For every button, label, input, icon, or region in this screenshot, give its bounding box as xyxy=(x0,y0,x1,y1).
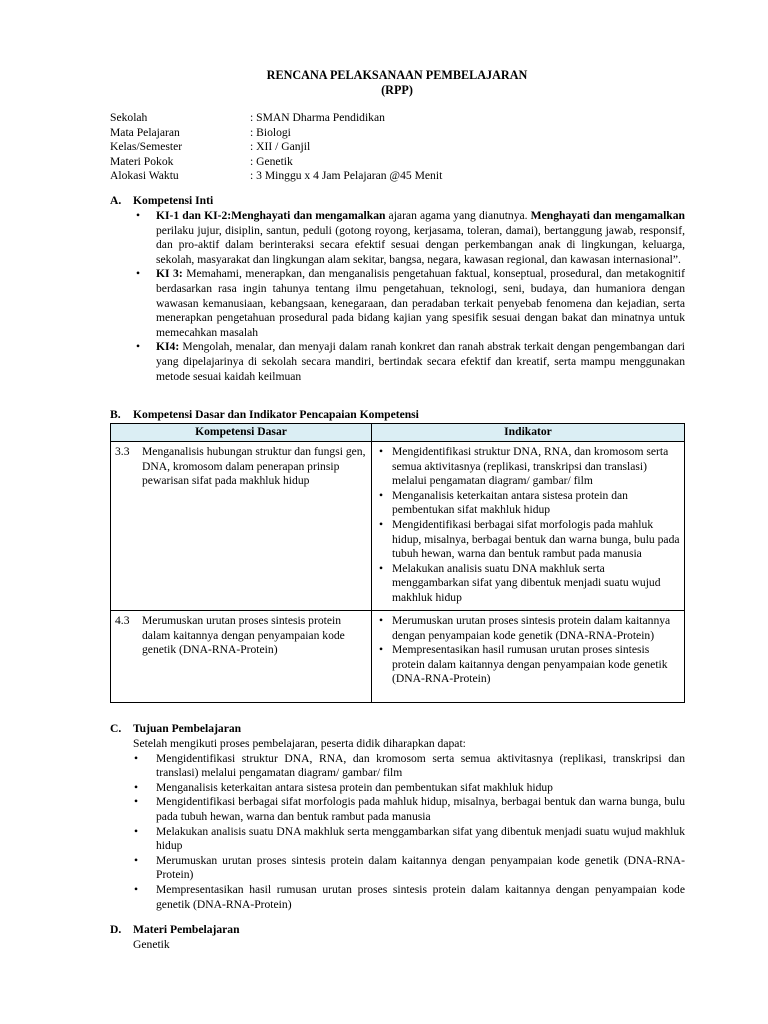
meta-label: Materi Pokok xyxy=(110,154,174,168)
meta-row-sekolah xyxy=(110,111,684,126)
item-bold: Menghayati dan mengamalkan xyxy=(530,209,685,222)
section-letter: D. xyxy=(110,923,122,936)
section-a-heading xyxy=(110,194,213,209)
section-title: Tujuan Pembelajaran xyxy=(133,722,242,735)
kd-cell xyxy=(111,611,372,703)
section-c-heading xyxy=(110,722,241,737)
meta-label: Kelas/Semester xyxy=(110,140,183,154)
section-title: Materi Pembelajaran xyxy=(133,923,240,936)
meta-value: : SMAN Dharma Pendidikan xyxy=(250,111,385,124)
kompetensi-inti-list xyxy=(133,209,685,384)
kd-cell xyxy=(111,442,372,611)
indicator-item: • Mempresentasikan hasil rumusan urutan proses sintesis protein dalam kaitannya dengan penyampaian kode genetik (DNA-RNA-Protein) xyxy=(376,643,680,687)
indicator-item: • Melakukan analisis suatu DNA makhluk serta menggambarkan sifat yang dibentuk menjadi suatu wujud makhluk hidup xyxy=(376,562,680,606)
list-item: • Melakukan analisis suatu DNA makhluk serta menggambarkan sifat yang dibentuk menjadi suatu wujud makhluk hidup xyxy=(133,825,685,854)
section-content: Genetik xyxy=(133,938,170,951)
section-letter: C. xyxy=(110,722,122,735)
column-header-kd: Kompetensi Dasar xyxy=(111,424,372,442)
indicator-item: • Menganalisis keterkaitan antara sistesa protein dan pembentukan sifat makhluk hidup xyxy=(376,489,680,518)
competency-table xyxy=(110,423,685,703)
meta-label: Alokasi Waktu xyxy=(110,169,179,183)
indicator-item: • Mengidentifikasi berbagai sifat morfologis pada mahluk hidup, misalnya, berbagai bentuk dan warna bunga, bulu pada tubuh hewan, warna dan bentuk rambut pada manusia xyxy=(376,518,680,562)
item-text: Mengolah, menalar, dan menyaji dalam ranah konkret dan ranah abstrak terkait dengan pengembangan dari yang dipelajarinya di sekolah secara mandiri, bertindak secara efektif dan kreatif, serta mampu menggunakan metode sesuai kaidah keilmuan xyxy=(156,340,685,383)
list-item xyxy=(133,209,685,267)
item-text: perilaku jujur, disiplin, santun, peduli (gotong royong, kerjasama, toleran, damai), bertanggung jawab, responsif, dan pro-aktif dalam berinteraksi secara efektif sesuai dengan perkembangan anak di lingkungan, keluarga, sekolah, masyarakat dan lingkungan alam sekitar, bangsa, negara, kawasan regional, dan kawasan internasional”. xyxy=(156,223,685,266)
section-b-heading xyxy=(110,408,419,423)
materi-pembelajaran xyxy=(133,938,685,953)
kd-number: 3.3 xyxy=(115,445,130,458)
list-item: • Merumuskan urutan proses sintesis protein dalam kaitannya dengan penyampaian kode genetik (DNA-RNA-Protein) xyxy=(133,854,685,883)
meta-row-mata-pelajaran xyxy=(110,126,684,141)
meta-label: Sekolah xyxy=(110,111,148,124)
list-item: • Mengidentifikasi berbagai sifat morfologis pada mahluk hidup, misalnya, berbagai bentuk dan warna bunga, bulu pada tubuh hewan, warna dan bentuk rambut pada manusia xyxy=(133,795,685,824)
kd-text: Merumuskan urutan proses sintesis protein dalam kaitannya dengan penyampaian kode genetik (DNA-RNA-Protein) xyxy=(142,614,345,657)
item-lead: KI 3: xyxy=(156,267,183,281)
identity-block xyxy=(110,111,684,184)
list-item: • Menganalisis keterkaitan antara sistesa protein dan pembentukan sifat makhluk hidup xyxy=(133,781,685,796)
tujuan-pembelajaran xyxy=(133,737,685,912)
meta-row-materi-pokok xyxy=(110,155,684,170)
indicator-item: • Merumuskan urutan proses sintesis protein dalam kaitannya dengan penyampaian kode genetik (DNA-RNA-Protein) xyxy=(376,614,680,643)
indicator-cell xyxy=(372,611,685,703)
kd-text: Menganalisis hubungan struktur dan fungsi gen, DNA, kromosom dalam penerapan prinsip pewarisan sifat pada makhluk hidup xyxy=(142,445,366,488)
meta-value: : Genetik xyxy=(250,154,293,168)
list-item: • Mempresentasikan hasil rumusan urutan proses sintesis protein dalam kaitannya dengan penyampaian kode genetik (DNA-RNA-Protein) xyxy=(133,883,685,912)
meta-value: : 3 Minggu x 4 Jam Pelajaran @45 Menit xyxy=(250,169,443,183)
item-lead: KI4: xyxy=(156,340,180,354)
meta-row-kelas-semester xyxy=(110,140,684,155)
list-item xyxy=(133,340,685,384)
list-item: • Mengidentifikasi struktur DNA, RNA, dan kromosom serta semua aktivitasnya (replikasi, transkripsi dan translasi) melalui pengamatan diagram/ gambar/ film xyxy=(133,752,685,781)
meta-row-alokasi-waktu xyxy=(110,169,684,184)
section-letter: A. xyxy=(110,194,122,207)
meta-value: : XII / Ganjil xyxy=(250,140,311,154)
item-text: ajaran agama yang dianutnya. xyxy=(385,209,531,222)
title-line-1: RENCANA PELAKSANAAN PEMBELAJARAN xyxy=(266,68,528,82)
title-line-2: (RPP) xyxy=(381,83,413,97)
document-title xyxy=(110,68,684,98)
meta-value: : Biologi xyxy=(250,125,291,139)
table-header-row xyxy=(111,424,685,442)
indicator-item: • Mengidentifikasi struktur DNA, RNA, dan kromosom serta semua aktivitasnya (replikasi, transkripsi dan translasi) melalui pengamatan diagram/ gambar/ film xyxy=(376,445,680,489)
meta-label: Mata Pelajaran xyxy=(110,125,180,139)
section-intro: Setelah mengikuti proses pembelajaran, peserta didik diharapkan dapat: xyxy=(133,737,466,750)
item-lead: KI-1 dan KI-2:Menghayati dan mengamalkan xyxy=(156,209,386,222)
section-letter: B. xyxy=(110,408,121,421)
section-d-heading xyxy=(110,923,240,938)
list-item xyxy=(133,267,685,340)
indicator-cell xyxy=(372,442,685,611)
column-header-indikator: Indikator xyxy=(372,424,685,442)
kd-number: 4.3 xyxy=(115,614,130,627)
table-row xyxy=(111,442,685,611)
item-text: Memahami, menerapkan, dan menganalisis pengetahuan faktual, konseptual, prosedural, dan metakognitif berdasarkan rasa ingin tahunya tentang ilmu pengetahuan, teknologi, seni, budaya, dan humaniora dengan wawasan kemanusiaan, kebangsaan, kenegaraan, dan peradaban terkait penyebab fenomena dan kejadian, serta menerapkan pengetahuan prosedural pada bidang kajian yang spesifik sesuai dengan bakat dan minatnya untuk memecahkan masalah xyxy=(156,267,685,339)
table-row xyxy=(111,611,685,703)
section-title: Kompetensi Inti xyxy=(133,194,214,207)
section-title: Kompetensi Dasar dan Indikator Pencapaian Kompetensi xyxy=(133,408,419,421)
